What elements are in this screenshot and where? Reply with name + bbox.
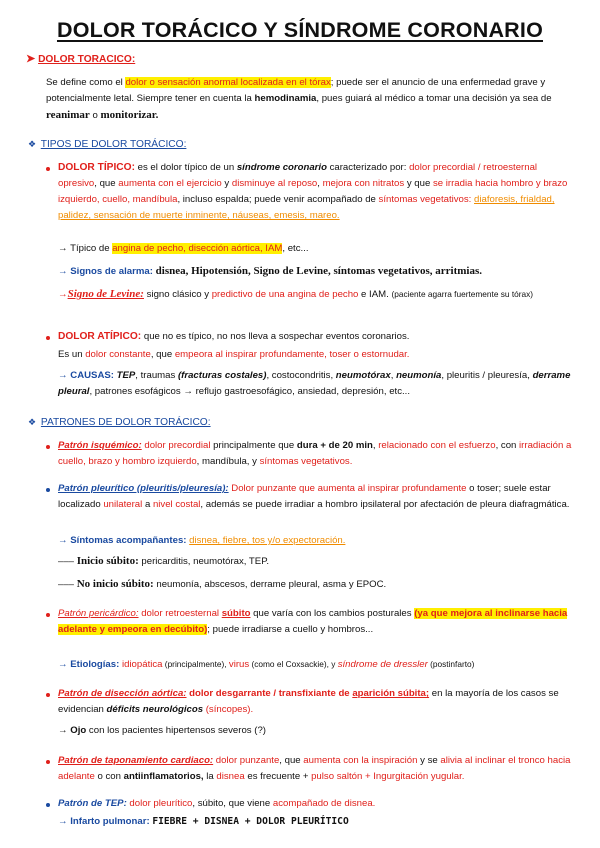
dolor-tipico-paragraph: DOLOR TÍPICO: es el dolor típico de un síndrome coronario caracterizado por: dolor precordial / retroesternal opresivo, que aumenta con el ejercicio y disminuye al reposo, mejora con nitratos y que se irradia hacia hombro y brazo izquierdo, cuello, mandíbula, incluso espalda; puede venir acompañado de síntomas vegetativos: diaforesis, frialdad, palidez, sensación de muerte inminente, náuseas, emesis, mareo. [58,162,568,221]
patron-isquemico: Patrón isquémico: dolor precordial principalmente que dura + de 20 min, relacionado con el esfuerzo, con irradiación a cuello, brazo y hombro izquierdo, mandíbula, y síntomas vegetativos. [58,440,572,467]
bullet-icon [46,445,50,449]
dolor-atipico-desc: Es un dolor constante, que empeora al inspirar profundamente, toser o estornudar. [58,349,410,360]
bullet-icon [46,803,50,807]
bullet-icon [46,613,50,617]
section-heading-tipos: ❖ TIPOS DE DOLOR TORÁCICO: [28,139,187,150]
atipico-causas: → CAUSAS: TEP, traumas (fracturas costales), costocondritis, neumotórax, neumonía, pleuritis / pleuresía, derrame pleural, patrones esofágicos → reflujo gastroesofágico, ansiedad, depresión, etc... [58,370,571,397]
pericardico-etiologias: → Etiologías: idiopática (principalmente), virus (como el Coxsackie), y síndrome de dressler (postinfarto) [58,659,475,670]
definition-paragraph: Se define como el dolor o sensación anormal localizada en el tórax; puede ser el anuncio de una enfermedad grave y potencialmente letal. Siempre tener en cuenta la hemodinamia, pues guiará al médico a tomar una decisión ya sea de reanimar o monitorizar. [46,77,552,121]
bullet-icon [46,760,50,764]
signos-alarma: → Signos de alarma: disnea, Hipotensión, Signo de Levine, síntomas vegetativos, arritmias. [58,265,482,277]
bullet-icon [46,336,50,340]
section-heading-dolor-toracico: ➤ DOLOR TORACICO: [26,53,136,65]
page-title: DOLOR TORÁCICO Y SÍNDROME CORONARIO [56,18,543,42]
infarto-pulmonar: → Infarto pulmonar: FIEBRE + DISNEA + DOLOR PLEURÍTICO [58,816,349,827]
diamond-bullet-icon: ❖ [28,139,37,149]
inicio-subito: ––– Inicio súbito: pericarditis, neumotórax, TEP. [58,555,270,567]
bullet-icon [46,693,50,697]
signo-levine: →Signo de Levine: signo clásico y predictivo de una angina de pecho e IAM. (paciente agarra fuertemente su tórax) [58,288,534,300]
bullet-icon [46,167,50,171]
arrow-bullet-icon: ➤ [26,53,36,65]
patron-pericardico: Patrón pericárdico: dolor retroesternal súbito que varía con los cambios posturales (ya que mejora al inclinarse hacia adelante y empeora en decúbito); puede irradiarse a cuello y hombros... [58,608,568,635]
tipico-ejemplos: → Típico de angina de pecho, disección aórtica, IAM, etc... [58,243,309,254]
diamond-bullet-icon: ❖ [28,417,37,427]
patron-diseccion-aortica: Patrón de disección aórtica: dolor desgarrante / transfixiante de aparición súbita; en la mayoría de los casos se evidencian déficits neurológicos (síncopes). [58,688,559,715]
pleuritico-acompanantes: → Síntomas acompañantes: disnea, fiebre, tos y/o expectoración. [58,535,346,546]
bullet-icon [46,488,50,492]
dolor-atipico-line: DOLOR ATÍPICO: que no es típico, no nos lleva a sospechar eventos coronarios. [58,331,410,342]
section-heading-patrones: ❖ PATRONES DE DOLOR TORÁCICO: [28,417,211,428]
no-inicio-subito: ––– No inicio súbito: neumonía, abscesos, derrame pleural, asma y EPOC. [58,578,387,590]
patron-taponamiento: Patrón de taponamiento cardiaco: dolor punzante, que aumenta con la inspiración y se alivia al inclinar el tronco hacia adelante o con antiinflamatorios, la disnea es frecuente + pulso saltón + Ingurgitación yugular. [58,755,571,782]
patron-tep: Patrón de TEP: dolor pleurítico, súbito, que viene acompañado de disnea. [58,798,376,809]
diseccion-ojo: → Ojo con los pacientes hipertensos severos (?) [58,725,266,736]
patron-pleuritico: Patrón pleurítico (pleuritis/pleuresía): Dolor punzante que aumenta al inspirar profundamente o toser; suele estar localizado unilateral a nivel costal, además se puede irradiar a hombro ipsilateral por afectación de pleura diafragmática. [58,483,570,510]
